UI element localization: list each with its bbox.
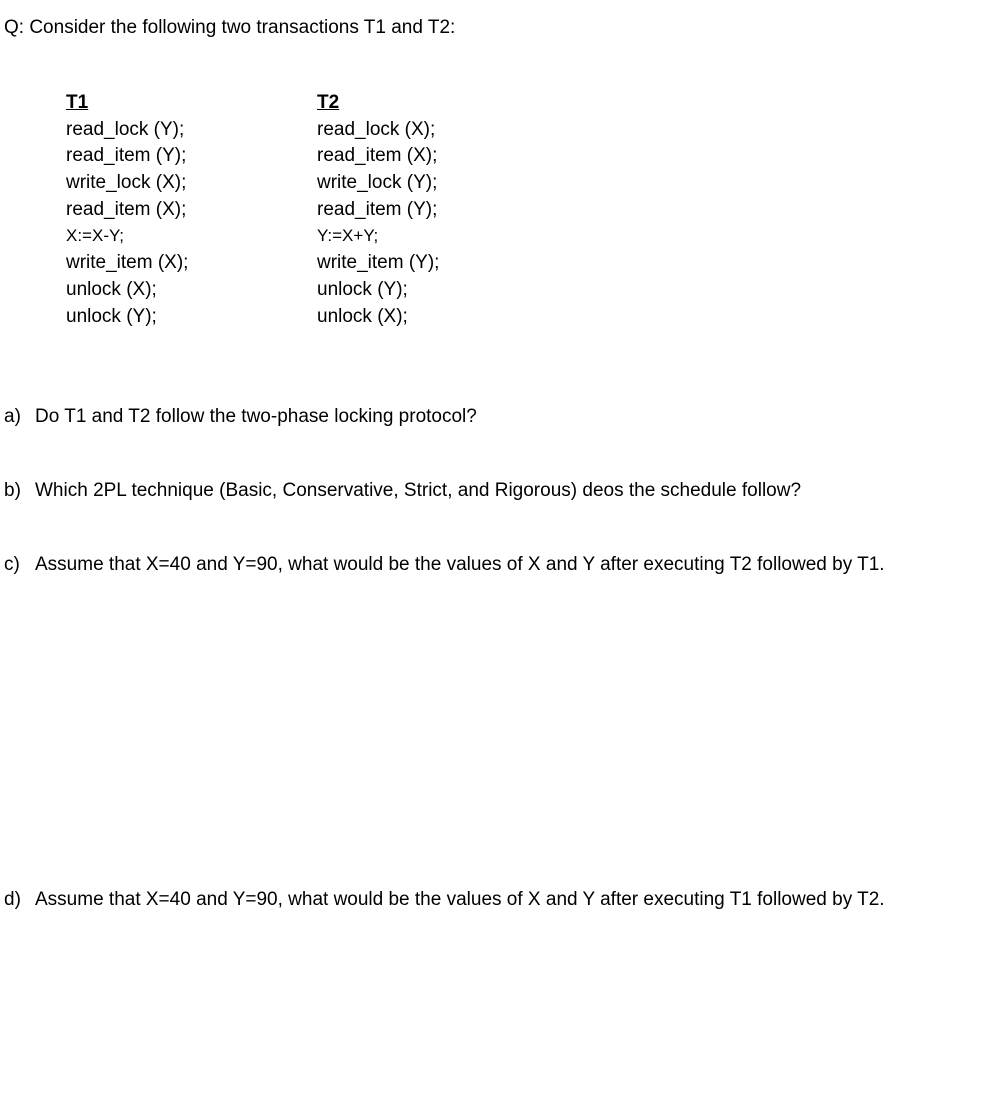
t1-step: unlock (X); — [66, 278, 157, 300]
question-text: Assume that X=40 and Y=90, what would be the values of X and Y after executing T2 followed by T1. — [35, 554, 885, 575]
question-text: Which 2PL technique (Basic, Conservative, Strict, and Rigorous) deos the schedule follow? — [35, 480, 802, 501]
transaction-t1-column — [66, 90, 188, 330]
t1-step: read_item (Y); — [66, 145, 187, 167]
question-c — [4, 553, 885, 577]
t2-step: unlock (X); — [317, 305, 408, 327]
question-letter: b) — [4, 480, 21, 501]
t1-step: write_lock (X); — [66, 172, 187, 194]
question-text: Assume that X=40 and Y=90, what would be the values of X and Y after executing T1 followed by T2. — [35, 889, 885, 910]
transaction-t1-header: T1 — [66, 92, 89, 113]
t1-step: read_lock (Y); — [66, 118, 185, 140]
question-a — [4, 405, 477, 429]
question-d — [4, 888, 885, 912]
t2-step: read_item (X); — [317, 145, 438, 167]
question-title: Q: Consider the following two transactions T1 and T2: — [4, 17, 456, 38]
question-b — [4, 479, 801, 503]
transaction-t2-column — [317, 90, 439, 330]
t2-step: unlock (Y); — [317, 278, 408, 300]
t2-step: read_item (Y); — [317, 198, 438, 220]
t2-step: Y:=X+Y; — [317, 226, 379, 246]
t2-step: write_item (Y); — [317, 252, 440, 274]
t2-step: read_lock (X); — [317, 118, 436, 140]
question-letter: a) — [4, 406, 21, 427]
question-text: Do T1 and T2 follow the two-phase locking protocol? — [35, 406, 477, 427]
transaction-t2-header: T2 — [317, 92, 340, 113]
question-letter: d) — [4, 889, 21, 910]
question-letter: c) — [4, 554, 20, 575]
t2-step: write_lock (Y); — [317, 172, 438, 194]
t1-step: X:=X-Y; — [66, 226, 124, 246]
t1-step: unlock (Y); — [66, 305, 157, 327]
t1-step: write_item (X); — [66, 252, 189, 274]
t1-step: read_item (X); — [66, 198, 187, 220]
